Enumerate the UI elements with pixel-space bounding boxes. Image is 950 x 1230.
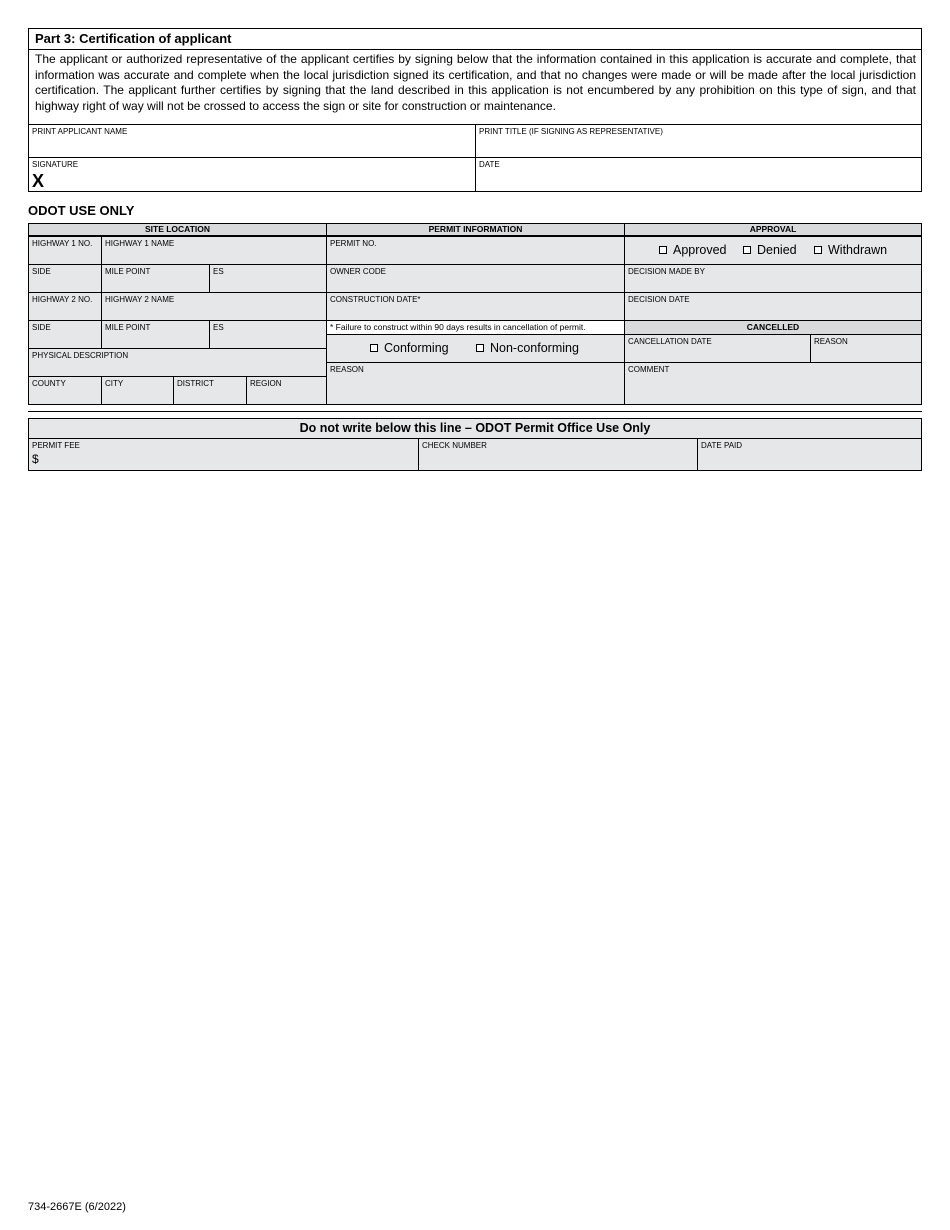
cancellation-date-field[interactable] [624, 334, 811, 363]
non-conforming-option[interactable] [476, 341, 579, 356]
signature-x-mark: X [32, 171, 45, 191]
divider [28, 49, 922, 50]
print-applicant-name-field[interactable] [28, 124, 476, 158]
conformity-options [326, 334, 625, 363]
approved-option[interactable] [659, 243, 727, 258]
cancellation-date-label: CANCELLATION DATE [628, 337, 712, 346]
signature-field[interactable] [28, 157, 476, 192]
mile-point2-field[interactable] [101, 320, 210, 349]
conforming-checkbox[interactable] [370, 344, 378, 352]
physical-description-label: PHYSICAL DESCRIPTION [32, 351, 129, 360]
construction-date-field[interactable] [326, 292, 625, 321]
permit-reason-field[interactable] [326, 362, 625, 405]
conforming-option[interactable] [370, 341, 449, 356]
mile-point1-label: MILE POINT [105, 267, 151, 276]
signature-date-field[interactable] [475, 157, 922, 192]
county-field[interactable] [28, 376, 102, 405]
check-number-label: CHECK NUMBER [422, 441, 487, 450]
date-paid-label: DATE PAID [701, 441, 743, 450]
denied-option[interactable] [743, 243, 797, 258]
comment-field[interactable] [624, 362, 922, 405]
conforming-label: Conforming [384, 341, 449, 355]
date-label: DATE [479, 160, 500, 169]
non-conforming-checkbox[interactable] [476, 344, 484, 352]
decision-date-field[interactable] [624, 292, 922, 321]
check-number-field[interactable] [418, 438, 698, 471]
district-field[interactable] [173, 376, 247, 405]
print-applicant-name-label: PRINT APPLICANT NAME [32, 127, 128, 136]
side2-field[interactable] [28, 320, 102, 349]
region-field[interactable] [246, 376, 327, 405]
permit-fee-label: PERMIT FEE [32, 441, 80, 450]
cancellation-reason-label: REASON [814, 337, 848, 346]
dollar-sign: $ [32, 452, 39, 466]
approval-options [624, 236, 922, 265]
permit-no-field[interactable] [326, 236, 625, 265]
es1-label: ES [213, 267, 224, 276]
highway1-no-field[interactable] [28, 236, 102, 265]
permit-office-header [28, 418, 922, 439]
city-field[interactable] [101, 376, 174, 405]
county-label: COUNTY [32, 379, 66, 388]
separator-line [28, 411, 922, 412]
region-label: REGION [250, 379, 282, 388]
withdrawn-option[interactable] [814, 243, 887, 258]
site-location-header: SITE LOCATION [28, 223, 327, 236]
permit-reason-label: REASON [330, 365, 364, 374]
highway2-no-label: HIGHWAY 2 NO. [32, 295, 93, 304]
construction-footnote [326, 320, 625, 335]
side2-label: SIDE [32, 323, 51, 332]
permit-no-label: PERMIT NO. [330, 239, 377, 248]
date-paid-field[interactable] [697, 438, 922, 471]
print-title-field[interactable] [475, 124, 922, 158]
highway2-no-field[interactable] [28, 292, 102, 321]
odot-use-only-heading: ODOT USE ONLY [28, 203, 135, 218]
withdrawn-label: Withdrawn [828, 243, 888, 257]
es2-label: ES [213, 323, 224, 332]
cancellation-reason-field[interactable] [810, 334, 922, 363]
denied-checkbox[interactable] [743, 246, 751, 254]
district-label: DISTRICT [177, 379, 214, 388]
mile-point2-label: MILE POINT [105, 323, 151, 332]
highway2-name-field[interactable] [101, 292, 327, 321]
certification-statement: The applicant or authorized representative of the applicant certifies by signing below that the information contained in this application is accurate and complete, that information was accurate and complete when the local jurisdiction signed its certification, and that no changes were made or will be made after the local jurisdiction certification. The applicant further certifies by signing that the land described in this application is not encumbered by any prohibition on this type of sign, and that highway right of way will not be crossed to access the sign or site for construction or maintenance. [35, 52, 916, 113]
comment-label: COMMENT [628, 365, 670, 374]
print-title-label: PRINT TITLE (IF SIGNING AS REPRESENTATIVE) [479, 127, 663, 136]
permit-fee-field[interactable] [28, 438, 419, 471]
decision-made-by-label: DECISION MADE BY [628, 267, 705, 276]
highway2-name-label: HIGHWAY 2 NAME [105, 295, 175, 304]
mile-point1-field[interactable] [101, 264, 210, 293]
form-number: 734-2667E (6/2022) [28, 1201, 126, 1213]
side1-field[interactable] [28, 264, 102, 293]
highway1-name-label: HIGHWAY 1 NAME [105, 239, 175, 248]
signature-label: SIGNATURE [32, 160, 79, 169]
highway1-no-label: HIGHWAY 1 NO. [32, 239, 93, 248]
es2-field[interactable] [209, 320, 327, 349]
part3-title: Part 3: Certification of applicant [35, 31, 232, 46]
approved-checkbox[interactable] [659, 246, 667, 254]
non-conforming-label: Non-conforming [490, 341, 579, 355]
physical-description-field[interactable] [28, 348, 327, 377]
approved-label: Approved [673, 243, 727, 257]
owner-code-label: OWNER CODE [330, 267, 386, 276]
permit-information-header: PERMIT INFORMATION [326, 223, 625, 236]
highway1-name-field[interactable] [101, 236, 327, 265]
denied-label: Denied [757, 243, 797, 257]
side1-label: SIDE [32, 267, 51, 276]
withdrawn-checkbox[interactable] [814, 246, 822, 254]
owner-code-field[interactable] [326, 264, 625, 293]
cancelled-header: CANCELLED [624, 320, 922, 335]
decision-made-by-field[interactable] [624, 264, 922, 293]
construction-footnote-text: * Failure to construct within 90 days results in cancellation of permit. [330, 322, 586, 332]
construction-date-label: CONSTRUCTION DATE* [330, 295, 421, 304]
approval-header: APPROVAL [624, 223, 922, 236]
city-label: CITY [105, 379, 124, 388]
decision-date-label: DECISION DATE [628, 295, 690, 304]
permit-office-heading: Do not write below this line – ODOT Permit Office Use Only [299, 421, 651, 435]
es1-field[interactable] [209, 264, 327, 293]
